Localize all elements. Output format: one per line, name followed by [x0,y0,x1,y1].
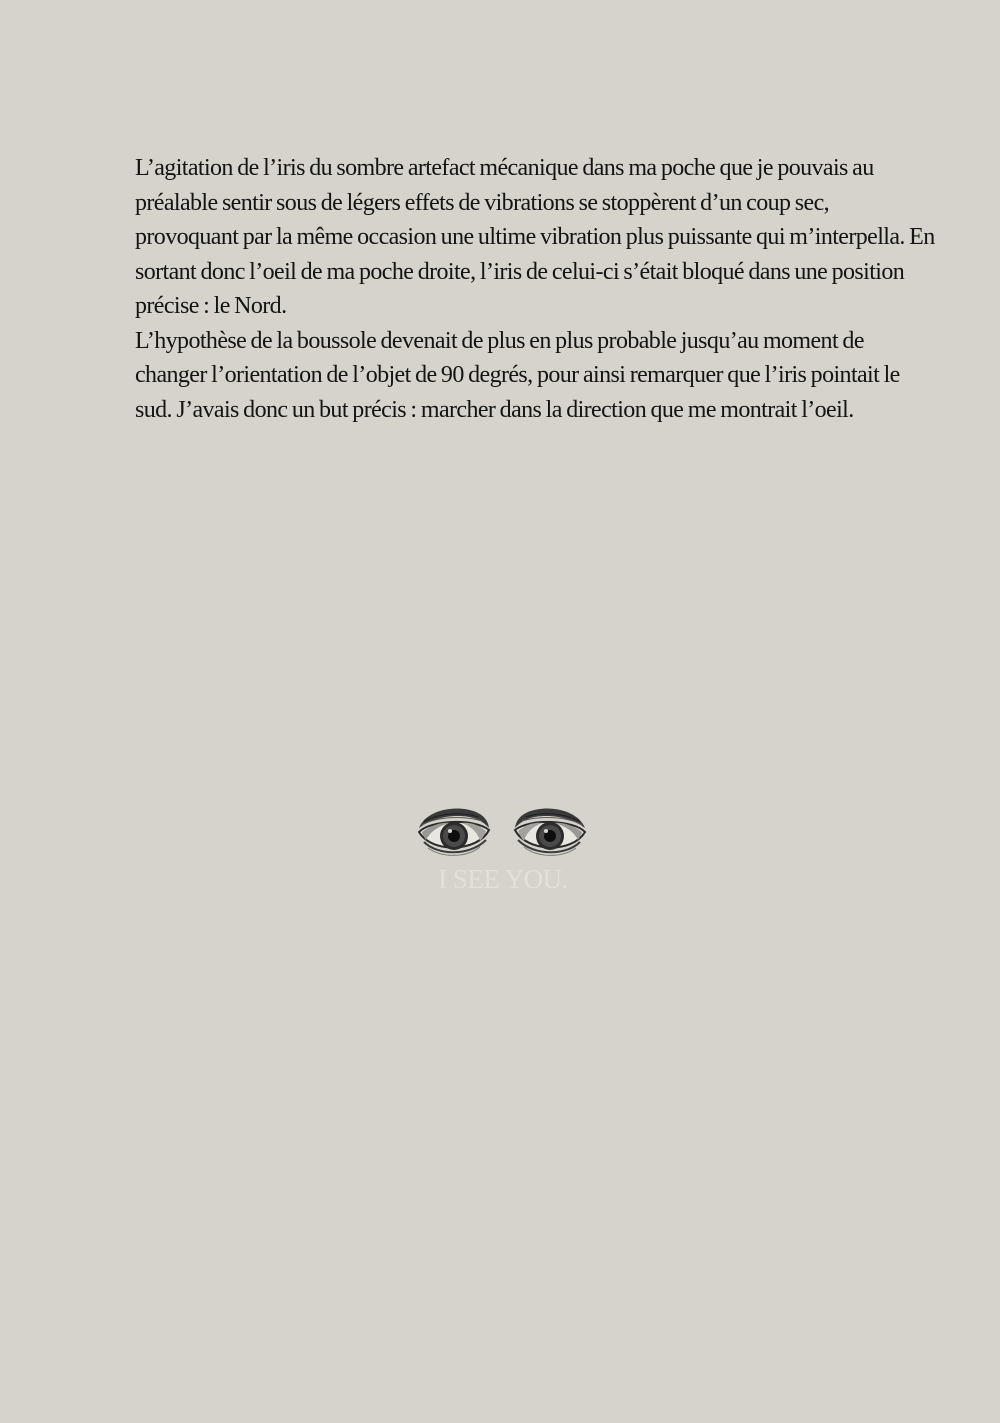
body-text [135,151,935,427]
tagline: I SEE YOU. [438,864,568,894]
paragraph-1: L’agitation de l’iris du sombre artefact mécanique dans ma poche que je pouvais au préalable sentir sous de légers effets de vibrations se stoppèrent d’un coup sec, provoquant par la même occasion une ultime vibration plus puissante qui m’interpella. En sortant donc l’oeil de ma poche droite, l’iris de celui-ci s’était bloqué dans une position précise : le Nord. [135,155,935,319]
left-eye-icon [416,806,492,866]
eyes-illustration [416,806,592,868]
right-eye-icon [512,806,588,866]
paragraph-2: L’hypothèse de la boussole devenait de plus en plus probable jusqu’au moment de changer l’orientation de l’objet de 90 degrés, pour ainsi remarquer que l’iris pointait le sud. J’avais donc un but précis : marcher dans la direction que me montrait l’oeil. [135,327,900,423]
